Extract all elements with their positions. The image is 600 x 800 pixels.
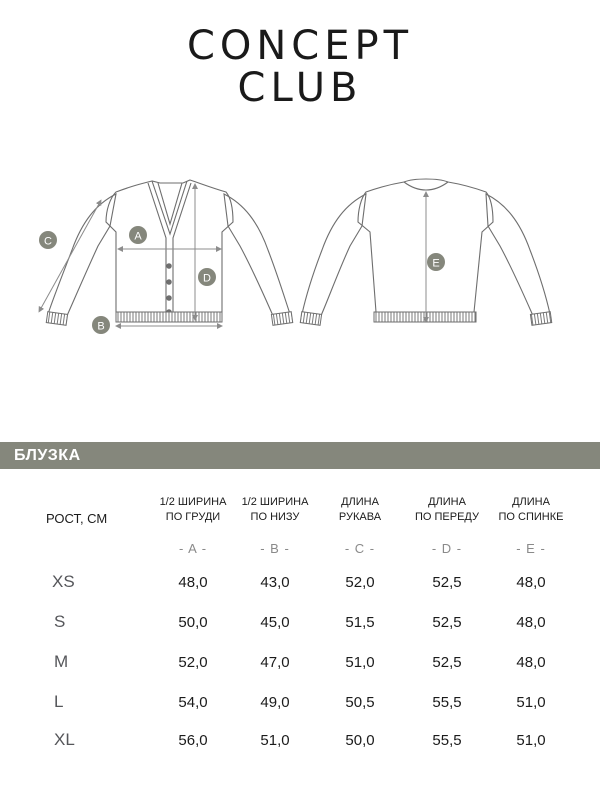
value-cell: 54,0 (178, 694, 208, 711)
size-label: S (54, 612, 66, 631)
svg-text:C: C (44, 235, 52, 248)
front-right-sleeve (224, 194, 290, 318)
value-cell: 50,0 (178, 614, 208, 631)
size-label: M (54, 652, 69, 671)
svg-text:B: B (97, 320, 105, 333)
brand-logo-line2: CLUB (237, 65, 363, 111)
back-left-sleeve (302, 194, 366, 318)
value-cell: 50,0 (345, 732, 375, 749)
brand-logo-line1: CONCEPT (186, 23, 414, 69)
value-cell: 51,0 (516, 694, 546, 711)
section-title: БЛУЗКА (14, 447, 81, 464)
marker-e (427, 253, 445, 271)
svg-text:D: D (203, 272, 211, 285)
size-label: L (54, 692, 64, 711)
value-cell: 50,5 (345, 694, 375, 711)
value-cell: 47,0 (260, 654, 290, 671)
value-cell: 52,5 (432, 654, 462, 671)
value-cell: 49,0 (260, 694, 290, 711)
column-header-e: ДЛИНА ПО СПИНКЕ (498, 496, 564, 523)
value-cell: 55,5 (432, 732, 462, 749)
value-cell: 43,0 (260, 574, 290, 591)
svg-text:A: A (134, 230, 142, 243)
size-label: XL (54, 730, 75, 749)
size-label: XS (52, 572, 75, 591)
column-header-a: 1/2 ШИРИНА ПО ГРУДИ (159, 496, 227, 523)
column-header-b: 1/2 ШИРИНА ПО НИЗУ (241, 496, 309, 523)
value-cell: 51,0 (345, 654, 375, 671)
value-cell: 52,0 (178, 654, 208, 671)
column-letter-a: - A - (178, 541, 208, 556)
value-cell: 48,0 (516, 614, 546, 631)
value-cell: 52,5 (432, 574, 462, 591)
value-cell: 55,5 (432, 694, 462, 711)
marker-c (39, 231, 57, 249)
growth-label: РОСТ, СМ (46, 511, 108, 526)
svg-text:E: E (432, 257, 440, 270)
garment-diagram (0, 170, 600, 350)
value-cell: 51,0 (260, 732, 290, 749)
section-banner (0, 442, 600, 469)
back-right-sleeve (486, 194, 550, 318)
value-cell: 52,5 (432, 614, 462, 631)
front-body-outline (106, 180, 233, 312)
marker-d (198, 268, 216, 286)
value-cell: 48,0 (178, 574, 208, 591)
marker-a (129, 226, 147, 244)
front-collar (148, 181, 191, 312)
column-header-d: ДЛИНА ПО ПЕРЕДУ (415, 496, 479, 523)
column-letter-b: - B - (260, 541, 290, 556)
value-cell: 48,0 (516, 654, 546, 671)
column-letter-c: - C - (344, 541, 376, 556)
front-left-sleeve (48, 194, 116, 318)
value-cell: 48,0 (516, 574, 546, 591)
marker-b (92, 316, 110, 334)
value-cell: 52,0 (345, 574, 375, 591)
sleeve-length-arrow (40, 202, 100, 310)
value-cell: 56,0 (178, 732, 208, 749)
value-cell: 51,5 (345, 614, 375, 631)
column-letter-e: - E - (516, 541, 546, 556)
value-cell: 45,0 (260, 614, 290, 631)
value-cell: 51,0 (516, 732, 546, 749)
back-neck (404, 179, 448, 182)
column-header-c: ДЛИНА РУКАВА (338, 496, 382, 523)
column-letter-d: - D - (431, 541, 463, 556)
